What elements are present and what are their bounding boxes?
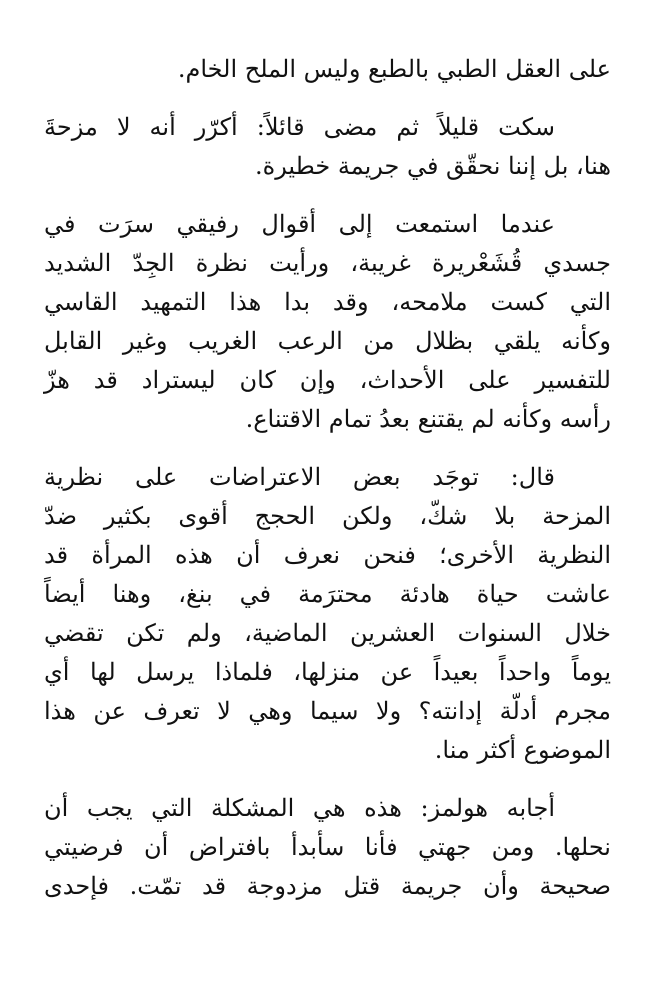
text-line: مجرم أدلّة إدانته؟ ولا سيما وهي لا تعرف عن هذا [44, 697, 611, 725]
text-line: النظرية الأخرى؛ فنحن نعرف أن هذه المرأة قد [44, 541, 611, 569]
text-line: وكأنه يلقي بظلال من الرعب الغريب وغير القابل [44, 327, 611, 355]
text-line: المزحة بلا شكّ، ولكن الحجج أقوى بكثير ضدّ [44, 502, 611, 530]
text-line: قال: توجَد بعض الاعتراضات على نظرية [44, 463, 555, 491]
text-line: للتفسير على الأحداث، وإن كان ليستراد قد هزّ [44, 366, 611, 394]
paragraph-1 [44, 50, 611, 89]
text-line: يوماً واحداً بعيداً عن منزلها، فلماذا يرسل لها أي [44, 658, 611, 686]
paragraph-4 [44, 458, 611, 770]
paragraph-3 [44, 205, 611, 439]
text-line: هنا، بل إننا نحقّق في جريمة خطيرة. [254, 152, 611, 180]
text-line: صحيحة وأن جريمة قتل مزدوجة قد تمّت. فإحدى [44, 872, 611, 900]
text-line: خلال السنوات العشرين الماضية، ولم تكن تقضي [44, 619, 611, 647]
text-line: أجابه هولمز: هذه هي المشكلة التي يجب أن [44, 794, 555, 822]
text-line: عندما استمعت إلى أقوال رفيقي سرَت في [44, 210, 555, 238]
text-line: التي كست ملامحه، وقد بدا هذا التمهيد القاسي [44, 288, 611, 316]
text-line: الموضوع أكثر منا. [434, 736, 611, 764]
text-line: جسدي قُشَعْريرة غريبة، ورأيت نظرة الجِدّ الشديد [44, 249, 611, 277]
text-line: سكت قليلاً ثم مضى قائلاً: أكرّر أنه لا مزحةَ [44, 113, 555, 141]
text-line: رأسه وكأنه لم يقتنع بعدُ تمام الاقتناع. [245, 405, 611, 433]
text-line: عاشت حياة هادئة محترَمة في بنغ، وهنا أيضاً [44, 580, 611, 608]
text-line: على العقل الطبي بالطبع وليس الملح الخام. [177, 55, 611, 83]
paragraph-2 [44, 108, 611, 186]
text-line: نحلها. ومن جهتي فأنا سأبدأ بافتراض أن فرضيتي [44, 833, 611, 861]
paragraph-5 [44, 789, 611, 906]
